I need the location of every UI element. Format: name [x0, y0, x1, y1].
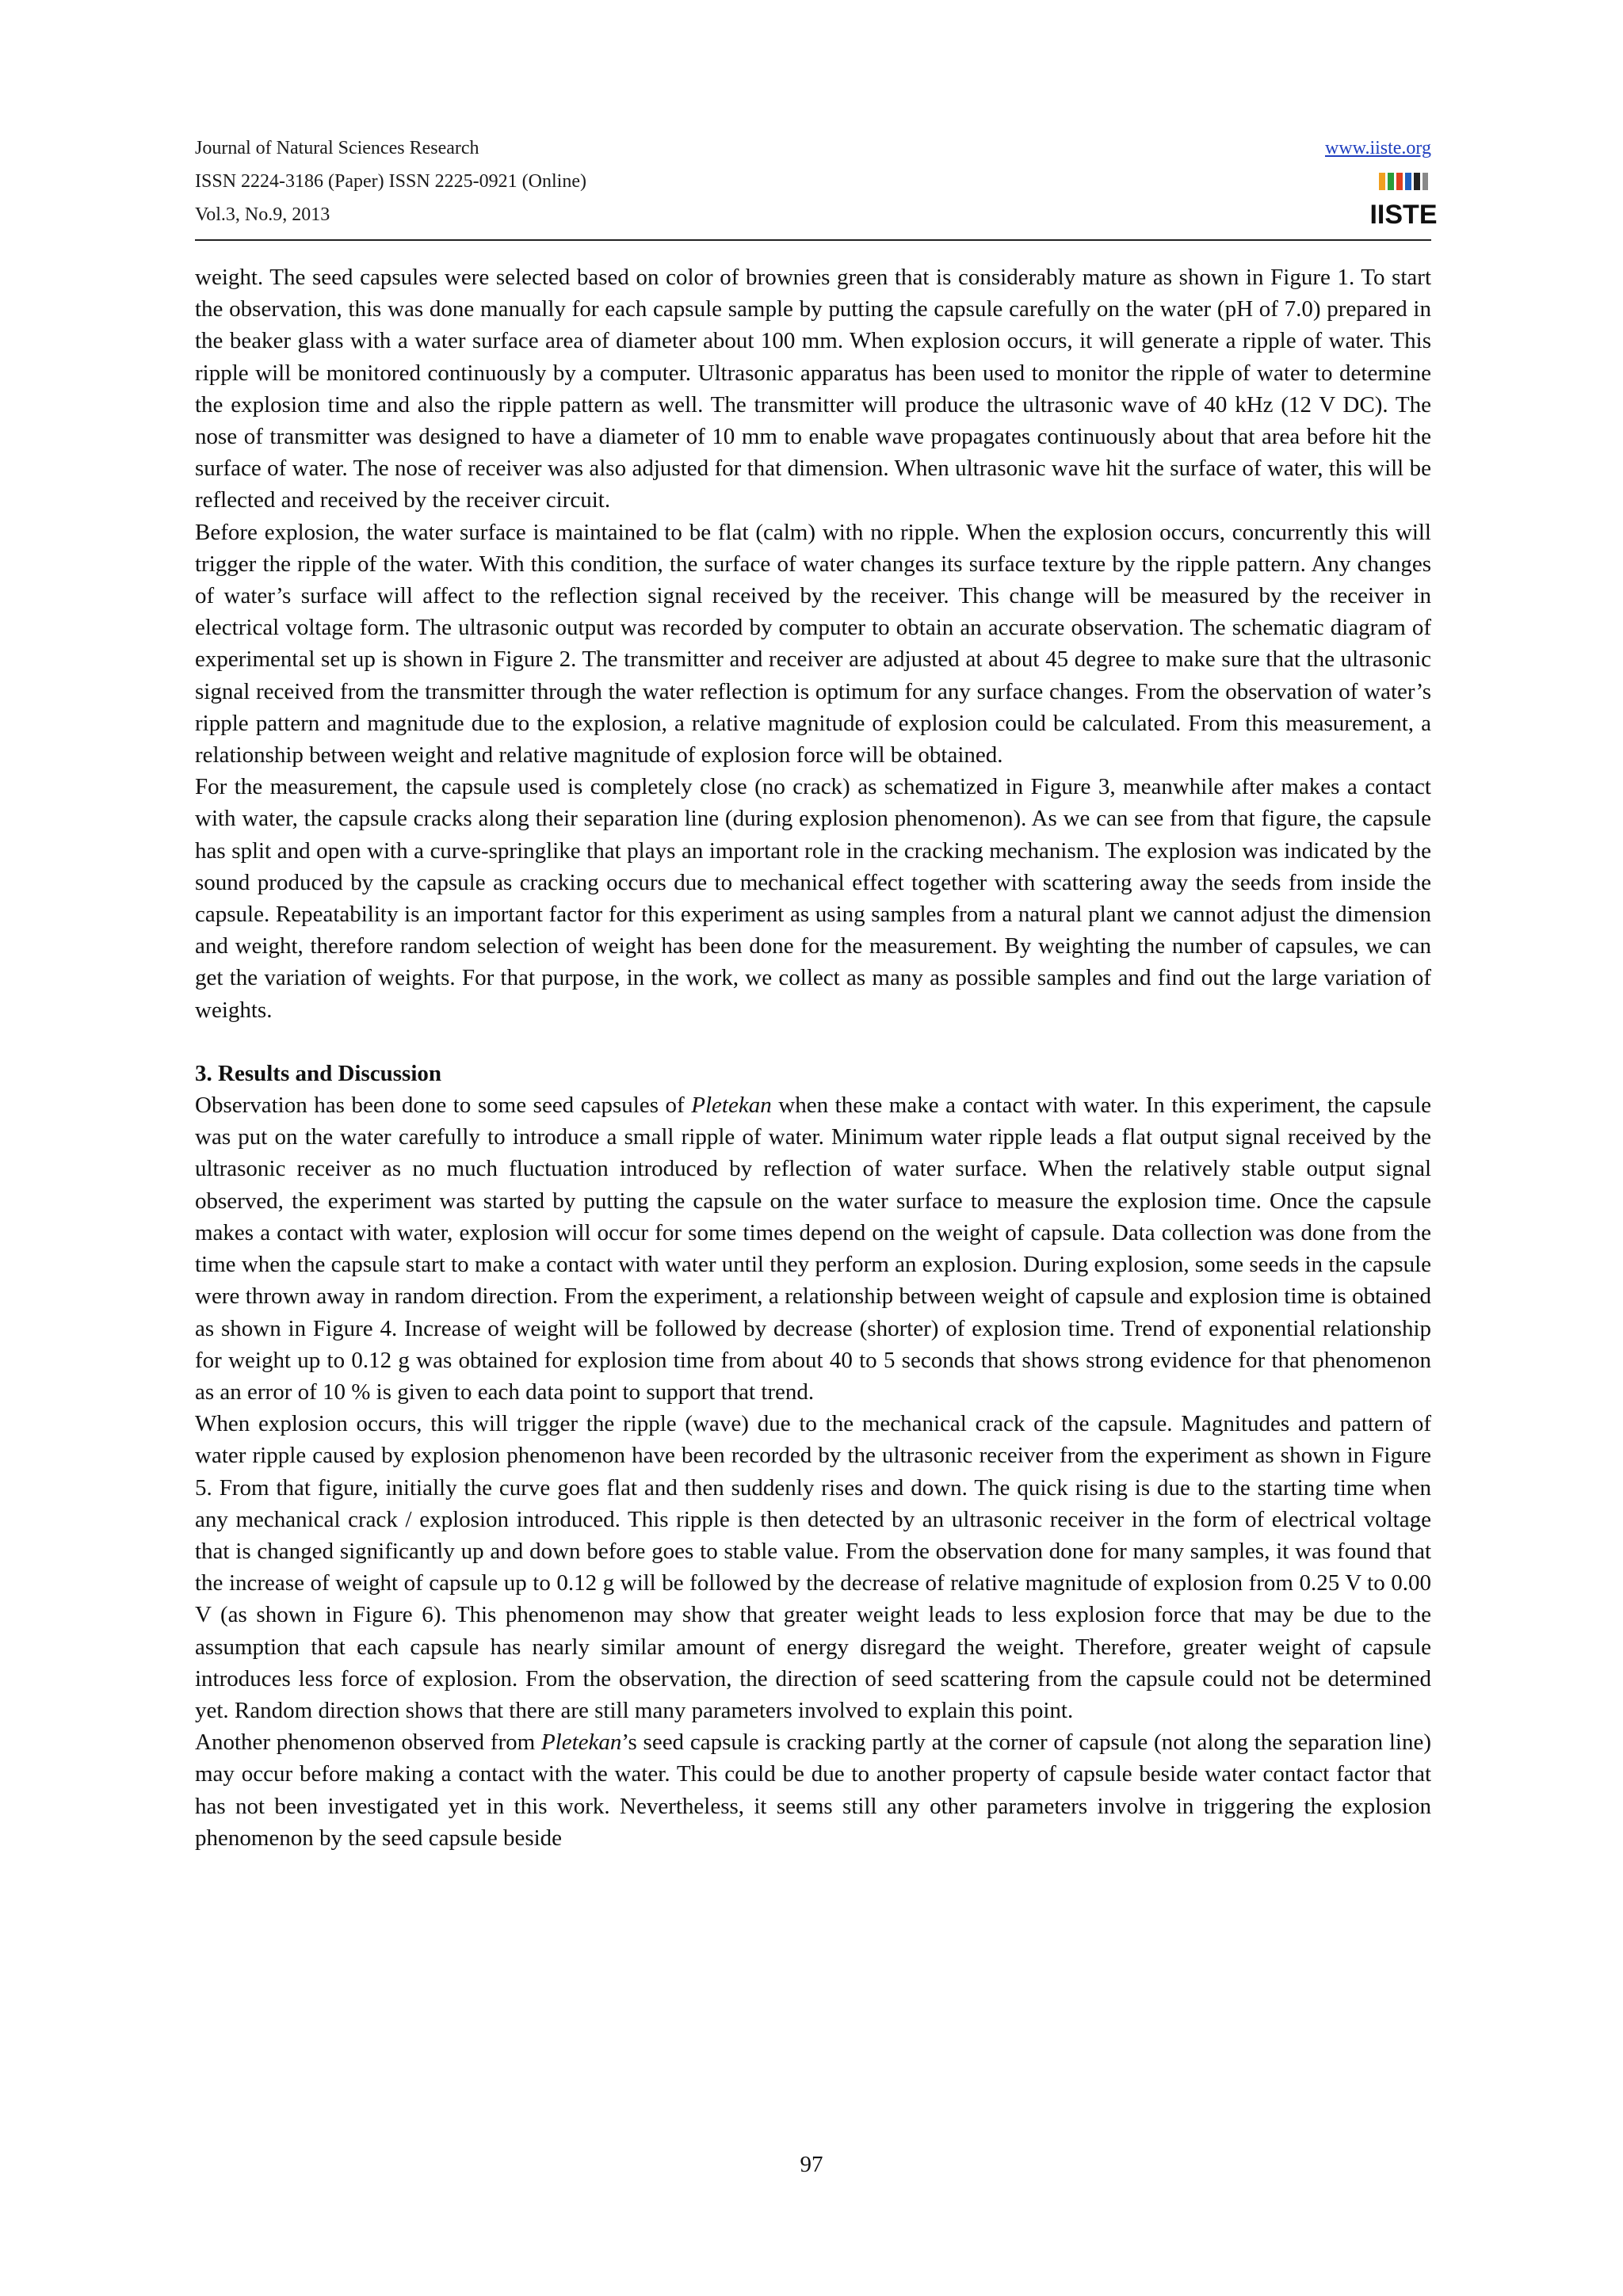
paragraph: Before explosion, the water surface is maintained to be flat (calm) with no ripple. When the explosion occurs, concurrently this will trigger the ripple of the water. With this condition, the surface of water changes its surface texture by the ripple pattern. Any changes of water’s surface will affect to the reflection signal received by the receiver. This change will be measured by the receiver in electrical voltage form. The ultrasonic output was recorded by computer to obtain an accurate observation. The schematic diagram of experimental set up is shown in Figure 2. The transmitter and receiver are adjusted at about 45 degree to make sure that the ultrasonic signal received from the transmitter through the water reflection is optimum for any surface changes. From the observation of water’s ripple pattern and magnitude due to the explosion, a relative magnitude of explosion could be calculated. From this measurement, a relationship between weight and relative magnitude of explosion force will be obtained.: [195, 519, 1431, 769]
page-number: 97: [800, 2152, 823, 2177]
paragraph-spacer: [195, 1026, 1431, 1058]
page-header: [195, 136, 1438, 238]
journal-url-link[interactable]: www.iiste.org: [1325, 138, 1431, 158]
text-run: ’s seed capsule is cracking partly at the corner of capsule (not along the separation line) may occur before making a contact with the water. This could be due to another property of capsule beside water contact factor that has not been investigated yet in this work. Nevertheless, it seems still any other parameters involve in triggering the explosion phenomenon by the seed capsule beside: [195, 1730, 1432, 1851]
header-divider: [195, 239, 1431, 241]
svg-text:IISTE: IISTE: [1369, 200, 1438, 230]
journal-issn: ISSN 2224-3186 (Paper) ISSN 2225-0921 (Online): [195, 171, 586, 192]
species-name: Pletekan: [691, 1093, 772, 1119]
section-title: 3. Results and Discussion: [195, 1060, 442, 1086]
journal-volume: Vol.3, No.9, 2013: [195, 204, 330, 225]
text-run: Another phenomenon observed from: [195, 1730, 541, 1756]
journal-name: Journal of Natural Sciences Research: [195, 138, 479, 158]
paragraph: When explosion occurs, this will trigger the ripple (wave) due to the mechanical crack of the capsule. Magnitudes and pattern of water ripple caused by explosion phenomenon have been recorded by the ultrasonic receiver from the experiment as shown in Figure 5. From that figure, initially the curve goes flat and then suddenly rises and down. The quick rising is due to the starting time when any mechanical crack / explosion introduced. This ripple is then detected by an ultrasonic receiver in the form of electrical voltage that is changed significantly up and down before goes to stable value. From the observation done for many samples, it was found that the increase of weight of capsule up to 0.12 g will be followed by the decrease of relative magnitude of explosion from 0.25 V to 0.00 V (as shown in Figure 6). This phenomenon may show that greater weight leads to less explosion force that may be due to the assumption that each capsule has nearly similar amount of energy disregard the weight. Therefore, greater weight of capsule introduces less force of explosion. From the observation, the direction of seed scattering from the capsule could not be determined yet. Random direction shows that there are still many parameters involved to explain this point.: [195, 1411, 1431, 1723]
text-run: when these make a contact with water. In this experiment, the capsule was put on the water carefully to introduce a small ripple of water. Minimum water ripple leads a flat output signal received by the ultrasonic receiver as no much fluctuation introduced by reflection of water surface. When the relatively stable output signal observed, the experiment was started by putting the capsule on the water surface to measure the explosion time. Once the capsule makes a contact with water, explosion will occur for some times depend on the weight of capsule. Data collection was done from the time when the capsule start to make a contact with water until they perform an explosion. During explosion, some seeds in the capsule were thrown away in random direction. From the experiment, a relationship between weight of capsule and explosion time is obtained as shown in Figure 4. Increase of weight will be followed by decrease (shorter) of explosion time. Trend of exponential relationship for weight up to 0.12 g was obtained for explosion time from about 40 to 5 seconds that shows strong evidence for that phenomenon as an error of 10 % is given to each data point to support that trend.: [195, 1093, 1431, 1405]
paragraph: weight. The seed capsules were selected based on color of brownies green that is considerably mature as shown in Figure 1. To start the observation, this was done manually for each capsule sample by putting the capsule carefully on the water (pH of 7.0) prepared in the beaker glass with a water surface area of diameter about 100 mm. When explosion occurs, it will generate a ripple of water. This ripple will be monitored continuously by a computer. Ultrasonic apparatus has been used to monitor the ripple of water to determine the explosion time and also the ripple pattern as well. The transmitter will produce the ultrasonic wave of 40 kHz (12 V DC). The nose of transmitter was designed to have a diameter of 10 mm to enable wave propagates continuously about that area before hit the surface of water. The nose of receiver was also adjusted for that dimension. When ultrasonic wave hit the surface of water, this will be reflected and received by the receiver circuit.: [195, 265, 1431, 513]
paragraph: For the measurement, the capsule used is completely close (no crack) as schematized in Figure 3, meanwhile after makes a contact with water, the capsule cracks along their separation line (during explosion phenomenon). As we can see from that figure, the capsule has split and open with a curve-springlike that plays an important role in the cracking mechanism. The explosion was indicated by the sound produced by the capsule as cracking occurs due to mechanical effect together with scattering away the seeds from inside the capsule. Repeatability is an important factor for this experiment as using samples from a natural plant we cannot adjust the dimension and weight, therefore random selection of weight has been done for the measurement. By weighting the number of capsules, we can get the variation of weights. For that purpose, in the work, we collect as many as possible samples and find out the large variation of weights.: [195, 774, 1431, 1023]
iiste-logo-icon: [1369, 171, 1438, 230]
text-run: Observation has been done to some seed capsules of: [195, 1093, 692, 1119]
paragraph: [195, 1726, 1431, 1854]
article-body: [195, 261, 1431, 1854]
paragraph: [195, 1089, 1431, 1408]
species-name: Pletekan: [540, 1730, 622, 1756]
